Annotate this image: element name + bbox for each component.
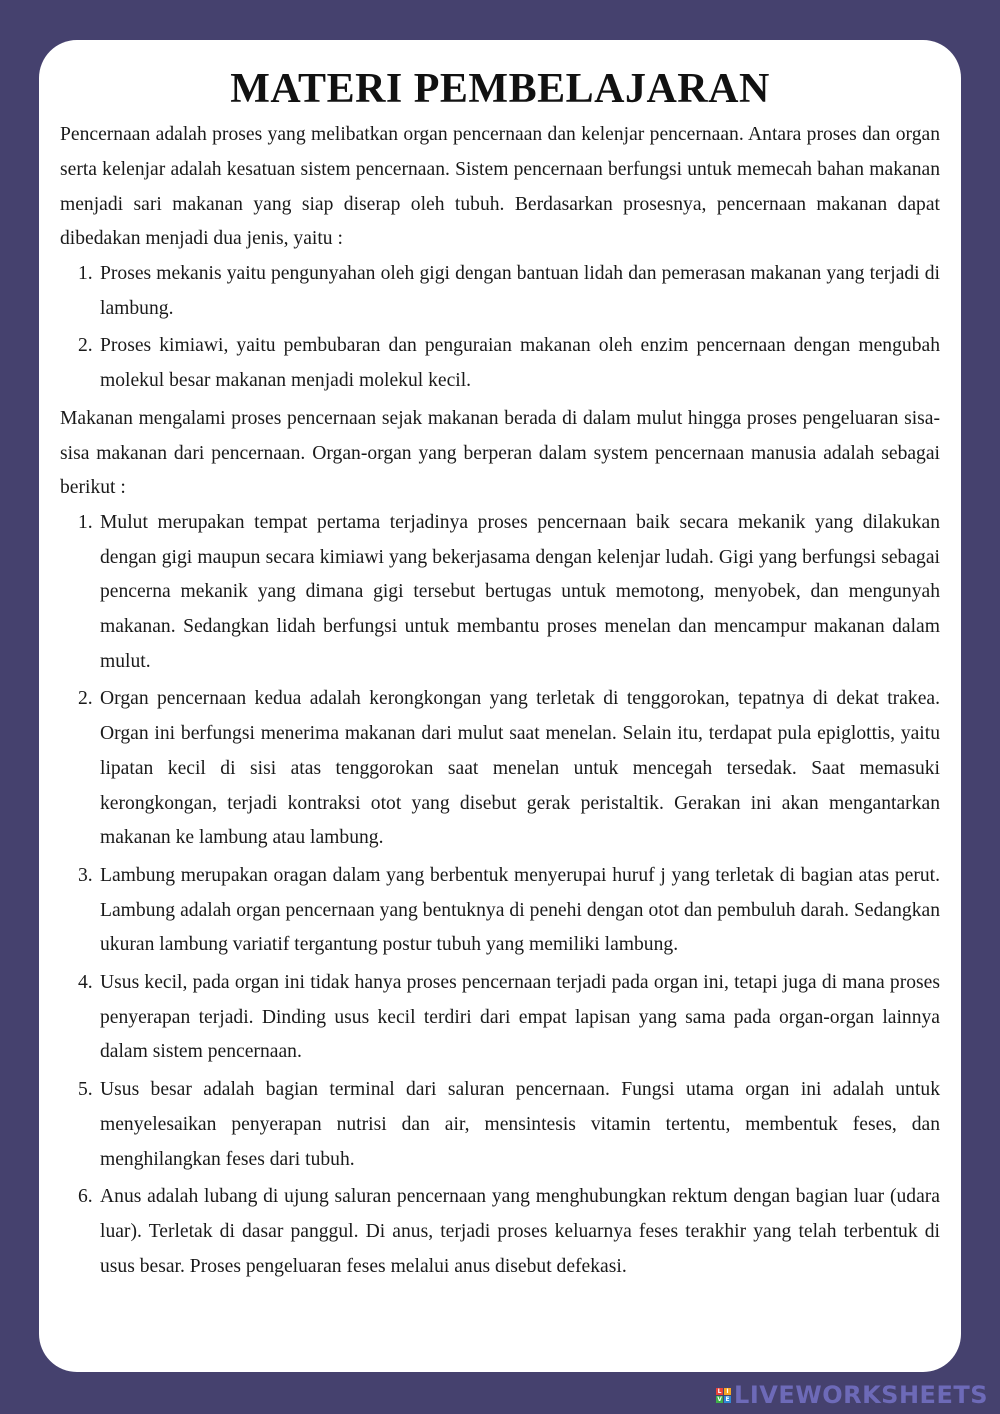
list-number: 2.: [78, 688, 93, 710]
document-card: [39, 40, 961, 1372]
list-item: [60, 257, 940, 326]
list-number: 1.: [78, 511, 93, 533]
list-number: 4.: [78, 972, 93, 994]
logo-letter: I: [724, 1388, 731, 1395]
list-item: [60, 329, 940, 398]
list-number: 3.: [78, 864, 93, 886]
list-number: 1.: [78, 263, 93, 284]
logo-letter: E: [725, 1395, 730, 1403]
list-text: Organ pencernaan kedua adalah kerongkongan yang terletak di tenggorokan, tepatnya di dekat trakea. Organ ini berfungsi menerima makanan dari mulut saat menelan. Selain itu, terdapat pula epiglottis, yaitu lipatan kecil di sisi atas tenggorokan saat menelan untuk mencegah tersedak. Saat memasuki kerongkongan, terjadi kontraksi otot yang disebut gerak peristaltik. Gerakan ini akan mengantarkan makanan ke lambung atau lambung.: [100, 688, 940, 849]
liveworksheets-logo[interactable]: [716, 1380, 988, 1410]
list-item: [60, 859, 940, 963]
list-item: [60, 682, 940, 856]
list-text: Anus adalah lubang di ujung saluran pencernaan yang menghubungkan rektum dengan bagian luar (udara luar). Terletak di dasar panggul. Di anus, terjadi proses keluarnya feses terakhir yang telah terbentuk di usus besar. Proses pengeluaran feses melalui anus disebut defekasi.: [100, 1186, 940, 1277]
process-list: [60, 257, 940, 399]
intro-paragraph: Pencernaan adalah proses yang melibatkan organ pencernaan dan kelenjar pencernaan. Antara proses dan organ serta kelenjar adalah kesatuan sistem pencernaan. Sistem pencernaan berfungsi untuk memecah bahan makanan menjadi sari makanan yang siap diserap oleh tubuh. Berdasarkan prosesnya, pencernaan makanan dapat dibedakan menjadi dua jenis, yaitu :: [60, 124, 940, 250]
brand-text: LIVEWORKSHEETS: [734, 1381, 988, 1409]
list-text: Lambung merupakan oragan dalam yang berbentuk menyerupai huruf j yang terletak di bagian atas perut. Lambung adalah organ pencernaan yang bentuknya di penehi dengan otot dan pembuluh darah. Sedangkan ukuran lambung variatif tergantung postur tubuh yang memiliki lambung.: [100, 864, 940, 956]
list-item: [60, 966, 940, 1070]
list-text: Usus besar adalah bagian terminal dari saluran pencernaan. Fungsi utama organ ini adalah untuk menyelesaikan penyerapan nutrisi dan air, mensintesis vitamin tertentu, membentuk feses, dan menghilangkan feses dari tubuh.: [100, 1079, 940, 1170]
list-item: [60, 1073, 940, 1177]
list-text: Proses kimiawi, yaitu pembubaran dan penguraian makanan oleh enzim pencernaan dengan mengubah molekul besar makanan menjadi molekul kecil.: [100, 335, 940, 392]
list-number: 2.: [78, 335, 93, 357]
list-item: [60, 506, 940, 680]
logo-letter: V: [717, 1395, 722, 1403]
page-title: MATERI PEMBELAJARAN: [230, 66, 770, 112]
list-number: 5.: [78, 1079, 93, 1101]
logo-icon: [716, 1388, 731, 1403]
list-text: Proses mekanis yaitu pengunyahan oleh gigi dengan bantuan lidah dan pemerasan makanan yang terjadi di lambung.: [100, 263, 940, 319]
list-item: [60, 1180, 940, 1284]
logo-letter: L: [717, 1387, 722, 1395]
middle-paragraph: Makanan mengalami proses pencernaan sejak makanan berada di dalam mulut hingga proses pengeluaran sisa-sisa makanan dari pencernaan. Organ-organ yang berperan dalam system pencernaan manusia adalah sebagai berikut :: [60, 407, 940, 499]
list-text: Mulut merupakan tempat pertama terjadinya proses pencernaan baik secara mekanik yang dilakukan dengan gigi maupun secara kimiawi yang bekerjasama dengan kelenjar ludah. Gigi yang berfungsi sebagai pencerna mekanik yang dimana gigi tersebut bertugas untuk memotong, menyobek, dan mengunyah makanan. Sedangkan lidah berfungsi untuk membantu proses menelan dan mencampur makanan dalam mulut.: [100, 511, 940, 672]
list-number: 6.: [78, 1186, 93, 1208]
list-text: Usus kecil, pada organ ini tidak hanya proses pencernaan terjadi pada organ ini, tetapi juga di mana proses penyerapan terjadi. Dinding usus kecil terdiri dari empat lapisan yang sama pada organ-organ lainnya dalam sistem pencernaan.: [100, 972, 940, 1063]
organ-list: [60, 506, 940, 1284]
